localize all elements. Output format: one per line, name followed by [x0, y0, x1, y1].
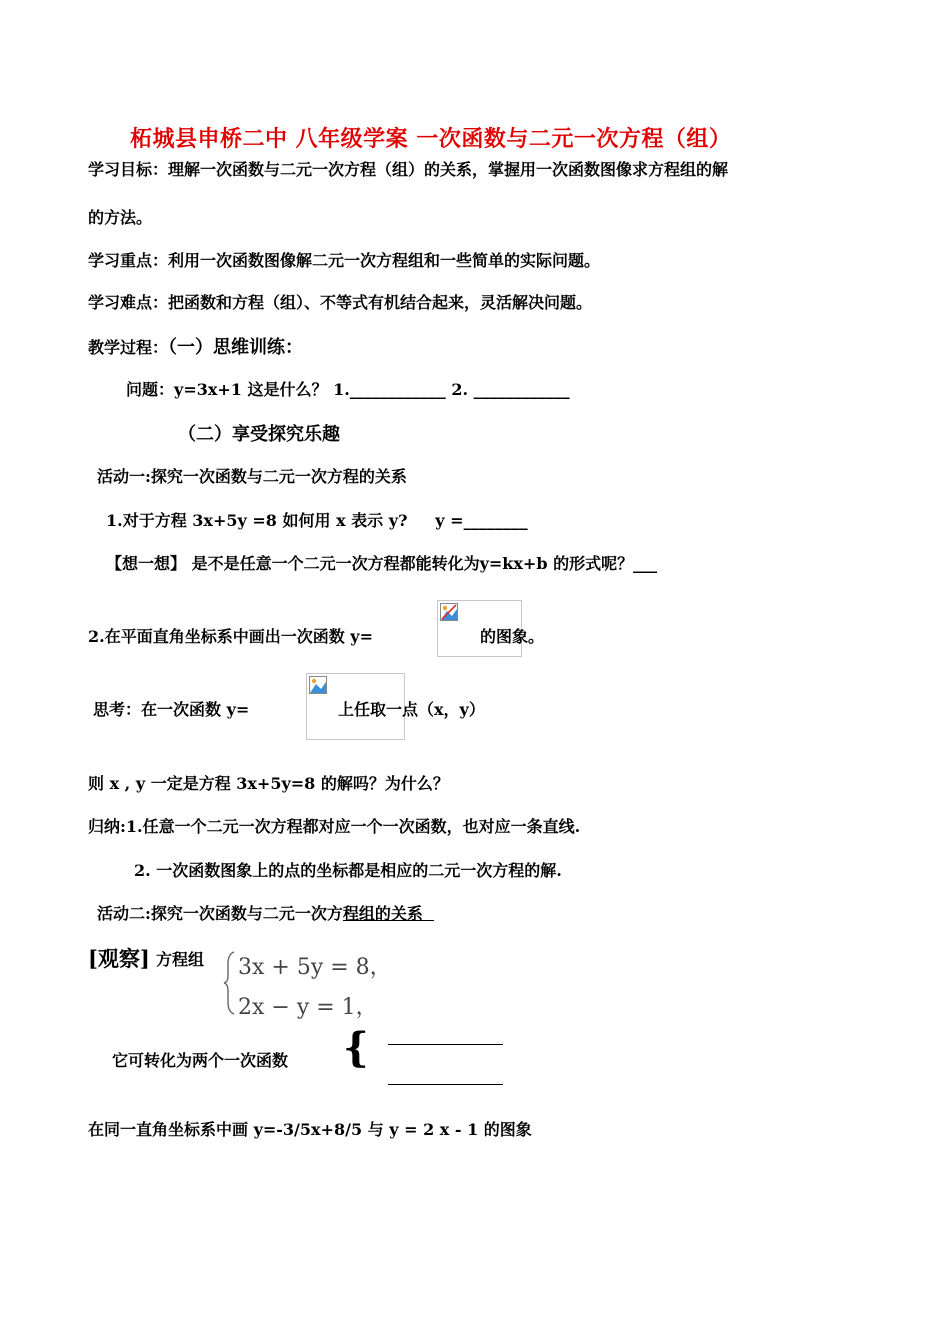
think1-form: y=kx+b — [479, 554, 548, 573]
page-title: 柘城县申桥二中 八年级学案 一次函数与二元一次方程（组） — [130, 126, 732, 152]
q2-suffix: 的图象。 — [480, 627, 545, 646]
section2-heading: （二）享受探究乐趣 — [178, 424, 340, 445]
question-blank1: 1.____________ — [333, 380, 446, 399]
q1-prefix: 1.对于方程 — [106, 511, 193, 530]
q1-equation: 3x+5y =8 — [192, 511, 277, 530]
question-suffix: 这是什么？ — [241, 380, 328, 399]
then-question: 则 x , y 一定是方程 3x+5y=8 的解吗？为什么？ — [88, 774, 449, 793]
activity2-underlined: 程组的关系 — [342, 904, 435, 923]
q1-answer-blank: y =________ — [435, 511, 528, 530]
difficulty: 学习难点：把函数和方程（组）、不等式有机结合起来，灵活解决问题。 — [88, 293, 593, 312]
question-blank2: 2. ____________ — [451, 380, 570, 399]
image-placeholder-icon — [309, 676, 327, 694]
think1-text: 是不是任意一个二元一次方程都能转化为 — [186, 554, 480, 573]
think1-line — [106, 551, 657, 574]
think2-prefix: 思考：在一次函数 y= — [93, 700, 250, 719]
q1-mid: 如何用 — [276, 511, 337, 530]
summary-1: 归纳:1.任意一个二元一次方程都对应一个一次函数，也对应一条直线. — [88, 817, 581, 836]
think1-suffix: 的形式呢？___ — [547, 554, 658, 573]
learning-goal-line2: 的方法。 — [88, 208, 153, 227]
teaching-process — [88, 333, 303, 359]
question-prefix: 问题： — [126, 380, 175, 399]
q2-prefix: 2.在平面直角坐标系中画出一次函数 y= — [88, 627, 373, 646]
image-placeholder-icon — [440, 603, 458, 621]
convert-brace: { — [343, 1024, 369, 1071]
key-point: 学习重点：利用一次函数图像解二元一次方程组和一些简单的实际问题。 — [88, 251, 601, 270]
learning-goal-line1: 学习目标：理解一次函数与二元一次方程（组）的关系，掌握用一次函数图像求方程组的解 — [88, 160, 729, 179]
observe-text: 方程组 — [156, 950, 205, 969]
draw-instruction: 在同一直角坐标系中画 y=-3/5x+8/5 与 y = 2 x - 1 的图象 — [88, 1120, 532, 1139]
summary-2: 2. 一次函数图象上的点的坐标都是相应的二元一次方程的解. — [134, 861, 562, 880]
activity1-heading: 活动一:探究一次函数与二元一次方程的关系 — [97, 467, 407, 486]
think1-bracket: 【想一想】 — [106, 554, 187, 573]
activity2-heading — [97, 901, 434, 924]
observe-bracket: [观察] — [88, 946, 150, 971]
system-equation-2: 2x − y = 1， — [238, 995, 378, 1020]
q1-y: y? — [388, 511, 408, 530]
process-label: 教学过程： — [88, 338, 169, 357]
section1-heading: （一）思维训练： — [168, 337, 304, 358]
system-brace-icon — [222, 950, 236, 1016]
convert-text: 它可转化为两个一次函数 — [112, 1051, 289, 1070]
answer-line-1 — [388, 1044, 503, 1045]
q1-mid2: 表示 — [345, 511, 389, 530]
q1-line — [106, 508, 528, 531]
activity2-text: 活动二:探究一次函数与二元一次方 — [97, 904, 343, 923]
system-equation-1: 3x + 5y = 8， — [238, 955, 392, 980]
think2-suffix: 上任取一点（x，y） — [338, 700, 485, 719]
q1-x: x — [336, 511, 346, 530]
question-equation: y=3x+1 — [174, 380, 242, 399]
answer-line-2 — [388, 1084, 503, 1085]
question-line — [126, 377, 570, 400]
